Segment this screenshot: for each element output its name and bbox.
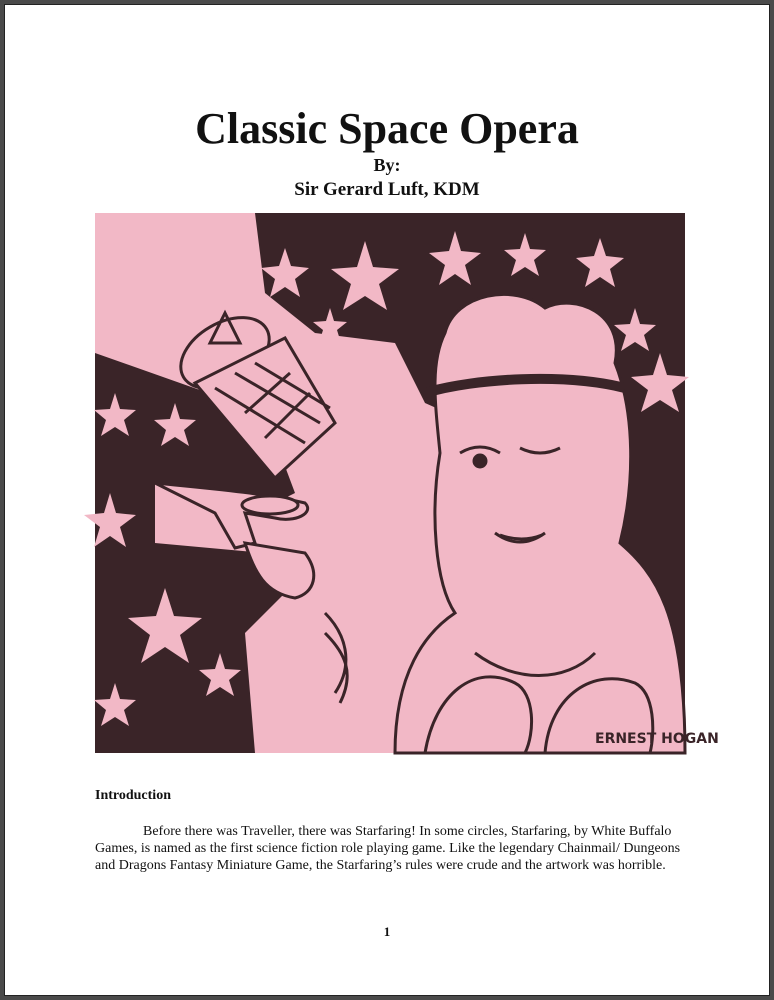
artist-signature: ERNEST HOGAN [595,731,719,747]
document-title: Classic Space Opera [195,104,579,153]
document-page [4,4,770,996]
page-number: 1 [383,924,391,939]
by-label: By: [373,155,401,175]
intro-paragraph: Before there was Traveller, there was Starfaring! In some circles, Starfaring, by White Buffalo Games, is named as the first science fiction role playing game. Like the legendary Chainmail/ Dungeons and Dragons Fantasy Miniature Game, the Starfaring’s rules were crude and the artwork was horrible. [95,824,681,873]
author-name: Sir Gerard Luft, KDM [294,179,480,200]
cover-illustration [95,213,719,753]
section-heading: Introduction [95,788,171,803]
